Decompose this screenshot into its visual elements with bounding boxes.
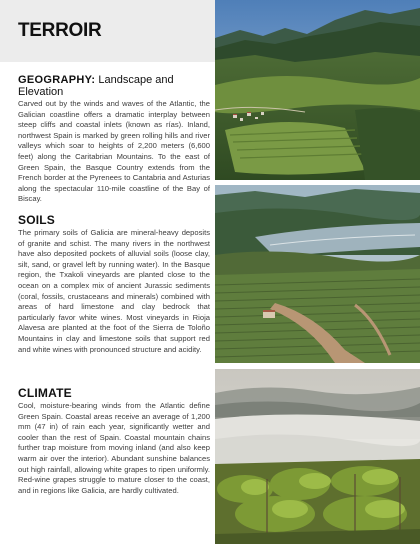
mountain-valley-vineyard-photo: [215, 0, 420, 180]
soils-section: [18, 213, 210, 355]
geography-heading-rest: Landscape and Elevation: [18, 74, 174, 98]
climate-section: [18, 386, 210, 496]
soils-body: The primary soils of Galicia are mineral-heavy deposits of granite and schist. The many rivers in the northwest have also deposited pockets of alluvial soils (loose clay, silt, sand, or gravel left by running water). In the Basque region, the Txakoli vineyards are planted close to the ocean on a complex mix of ancient Jurassic sediments (coral, fossils, crustaceans and minerals) combined with areas of hard limestone and clay bedrock that particularly favor white wines. Most vineyards in Rioja Alavesa are planted at the foot of the Sierra de Toloño Mountains in clay and limestone soils that support red and white wines with pronounced structure and acidity.: [18, 228, 210, 354]
geography-section: [18, 74, 210, 205]
misty-vines-photo: [215, 369, 420, 544]
geography-heading-bold: GEOGRAPHY:: [18, 74, 96, 86]
climate-heading: CLIMATE: [18, 386, 72, 400]
geography-body: Carved out by the winds and waves of the Atlantic, the Galician coastline offers a dramatic interplay between steep cliffs and coastal inlets (known as rías). Inland, northwest Spain is marked by green rolling hills and river valleys which soar to heights of 2,200 meters (6,600 feet) along the Caritabrian Mountains. To the east of Green Spain, the Basque Country extends from the French border at the Pyrenees to Cantabria and Asturias along the spectacular 110-mile coastline of the Bay of Biscay.: [18, 99, 210, 204]
climate-body: Cool, moisture-bearing winds from the Atlantic define Green Spain. Coastal areas receive an average of 1,200 mm (47 in) of rain each year, significantly wetter and cooler than the rest of Spain. Coastal mountain chains further trap moisture from moving inland (and also keep warm air over the interior). Abundant sunshine balances out high rainfall, allowing white grapes to ripen uniformly. Red-wine grapes struggle to mature closer to the coast, and in regions like Galicia, are hardly cultivated.: [18, 401, 210, 495]
geography-heading: [18, 74, 210, 98]
river-terraced-vineyards-photo: [215, 185, 420, 363]
page-title: TERROIR: [18, 20, 102, 41]
soils-heading: SOILS: [18, 213, 56, 227]
